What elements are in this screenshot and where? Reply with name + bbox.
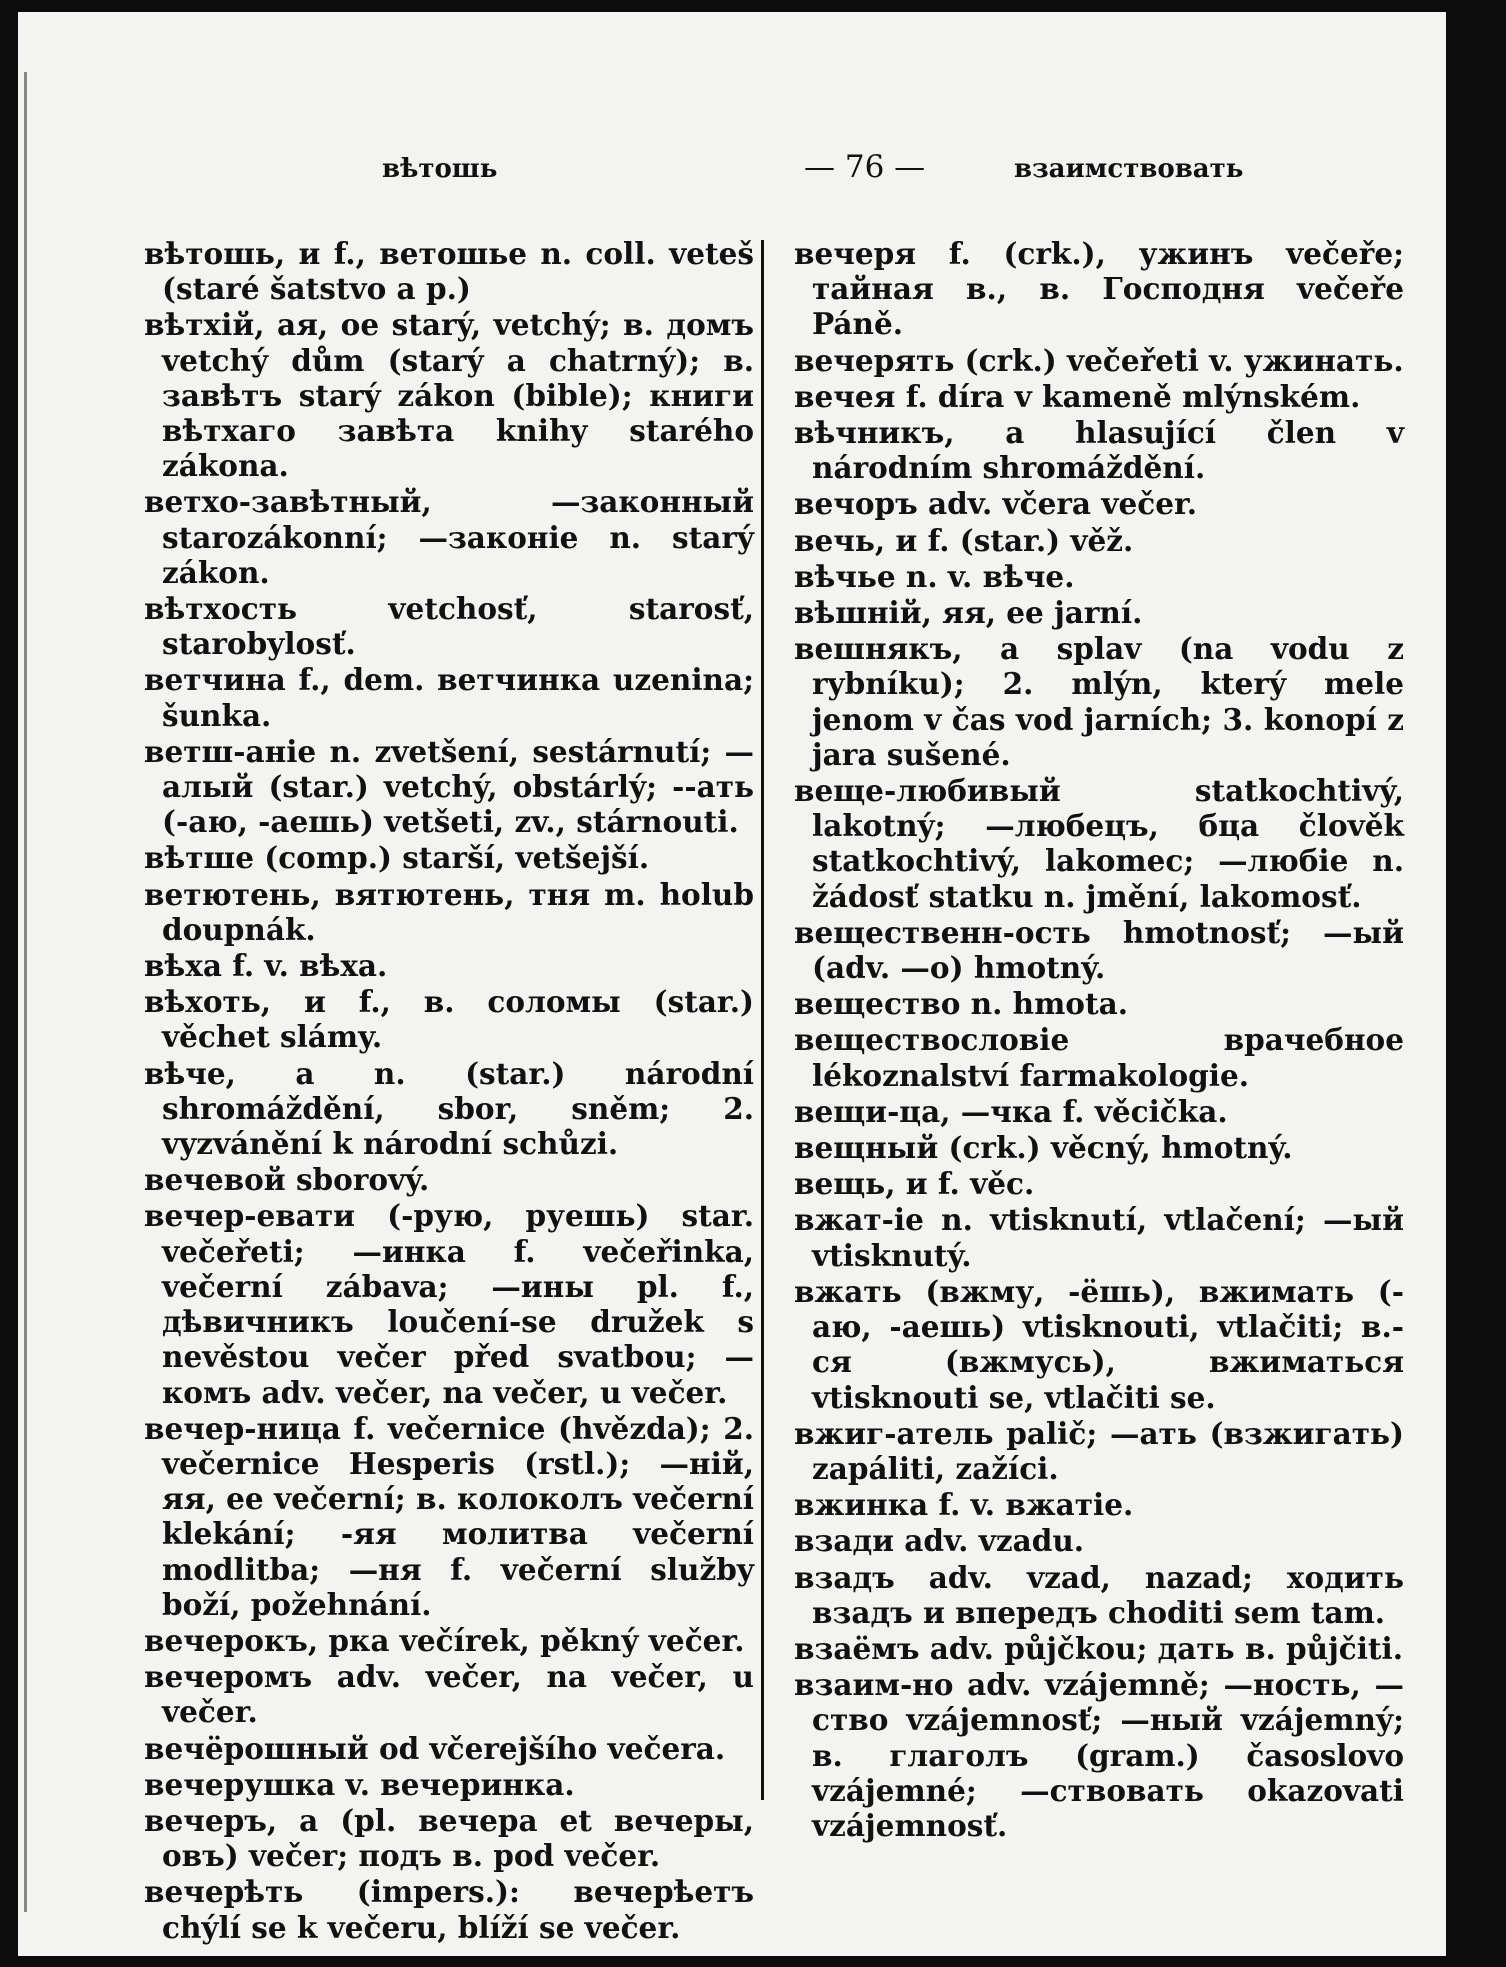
dictionary-entry: вечерокъ, рка večírek, pěkný večer.	[144, 1622, 745, 1658]
dictionary-entry: вѣче, а n. (star.) národní shromáždění, sbor, sněm; 2. vyzvánění k národní schůzi.	[144, 1055, 754, 1162]
dictionary-entry: вещественн-ость hmotnosť; —ый (adv. —о) hmotný.	[794, 914, 1404, 986]
dictionary-entry: вжиг-атель palič; —ать (взжигать) zapáliti, zažíci.	[794, 1415, 1404, 1486]
dictionary-entry: ветютень, вятютень, тня m. holub doupnák.	[144, 876, 754, 947]
dictionary-entry: вещество n. hmota.	[794, 986, 1128, 1022]
dictionary-entry: вѣтше (comp.) starší, vetšejší.	[144, 840, 650, 876]
dictionary-entry: вѣха f. v. вѣха.	[144, 948, 388, 984]
dictionary-entry: взадъ adv. vzad, nazad; ходить взадъ и впередъ choditi sem tam.	[794, 1559, 1404, 1630]
column-divider	[761, 240, 764, 1800]
dictionary-entry: взаёмъ adv. půjčkou; дать в. půjčiti.	[794, 1630, 1404, 1666]
dictionary-entry: вечеря f. (crk.), ужинъ večeře; тайная в., в. Господня večeře Páně.	[794, 236, 1404, 342]
header-right-word: взаимствовать	[1014, 154, 1244, 184]
dictionary-entry: вѣтхій, ая, ое starý, vetchý; в. домъ vetchý dům (starý a chatrný); в. завѣтъ starý zákon (bible); книги вѣтхаго завѣта knihy starého zákona.	[144, 307, 754, 484]
dictionary-entry: веществословіе врачебное lékoznalství farmakologie.	[794, 1022, 1404, 1093]
dictionary-entry: вѣшній, яя, ее jarní.	[794, 595, 1143, 631]
dictionary-entry: вѣхоть, и f., в. соломы (star.) věchet slámy.	[144, 984, 754, 1055]
header-left-word: вѣтошь	[382, 154, 498, 184]
dictionary-entry: вечерѣть (impers.): вечерѣетъ chýlí se k večeru, blíží se večer.	[144, 1874, 754, 1945]
dictionary-entry: вѣтошь, и f., ветошье n. coll. veteš (staré šatstvo a p.)	[144, 236, 754, 307]
dictionary-entry: вжинка f. v. вжатіе.	[794, 1487, 1134, 1523]
dictionary-entry: вечеръ, а (pl. вечера et вечеры, овъ) večer; подъ в. pod večer.	[144, 1802, 754, 1874]
dictionary-entry: вечевой sborový.	[144, 1162, 430, 1198]
dictionary-entry: вечоръ adv. včera večer.	[794, 486, 1198, 522]
dictionary-entry: вещь, и f. věc.	[794, 1166, 1035, 1202]
dictionary-entry: вѣчье n. v. вѣче.	[794, 558, 1075, 594]
dictionary-entry: вечея f. díra v kameně mlýnském.	[794, 378, 1361, 414]
dictionary-entry: веще-любивый statkochtivý, lakotný; —любецъ, бца člověk statkochtivý, lakomec; —любіе n. žádosť statku n. jmění, lakomosť.	[794, 773, 1404, 914]
page-edge-line	[24, 72, 27, 1912]
dictionary-entry: ветчина f., dem. ветчинка uzenina; šunka.	[144, 662, 754, 733]
dictionary-entry: ветхо-завѣтный, —законный starozákonní; —законіе n. starý zákon.	[144, 484, 754, 590]
right-column	[794, 236, 1404, 1844]
dictionary-entry: вешнякъ, а splav (na vodu z rybníku); 2. mlýn, který mele jenom v čas vod jarních; 3. konopí z jara sušené.	[794, 631, 1404, 772]
dictionary-entry: вещный (crk.) věcný, hmotný.	[794, 1130, 1293, 1166]
dictionary-entry: взади adv. vzadu.	[794, 1523, 1085, 1559]
page-number: — 76 —	[804, 149, 926, 185]
dictionary-entry: вечь, и f. (star.) věž.	[794, 522, 1134, 558]
dictionary-entry: взаим-но adv. vzájemně; —ность, —ство vzájemnosť; —ный vzájemný; в. глаголъ (gram.) časoslovo vzájemné; —ствовать okazovati vzájemnosť.	[794, 1667, 1404, 1843]
dictionary-entry: вечеромъ adv. večer, na večer, u večer.	[144, 1659, 754, 1730]
dictionary-entry: ветш-аніе n. zvetšení, sestárnutí; —алый (star.) vetchý, obstárlý; --ать (-аю, -аешь) vetšeti, zv., stárnouti.	[144, 733, 754, 840]
dictionary-entry: вечёрошный od včerejšího večera.	[144, 1730, 726, 1766]
dictionary-page	[18, 12, 1446, 1956]
dictionary-entry: вечер-ница f. večernice (hvězda); 2. večernice Hesperis (rstl.); —ній, яя, ее večerní; в. колоколъ večerní klekání; -яя молитва večerní modlitba; —ня f. večerní služby boží, požehnání.	[144, 1410, 754, 1622]
left-column	[144, 236, 754, 1946]
page-header	[118, 149, 1376, 194]
dictionary-entry: вечерять (crk.) večeřeti v. ужинать.	[794, 342, 1404, 378]
dictionary-entry: вѣтхость vetchosť, starosť, starobylosť.	[144, 591, 754, 662]
dictionary-entry: вещи-ца, —чка f. věcička.	[794, 1093, 1228, 1129]
dictionary-entry: вжат-іе n. vtisknutí, vtlačení; —ый vtisknutý.	[794, 1202, 1404, 1273]
dictionary-entry: вѣчникъ, а hlasující člen v národním shromáždění.	[794, 415, 1404, 486]
dictionary-entry: вжать (вжму, -ёшь), вжимать (-аю, -аешь) vtisknouti, vtlačiti; в.-ся (вжмусь), вжиматься vtisknouti se, vtlačiti se.	[794, 1273, 1404, 1415]
dictionary-entry: вечерушка v. вечеринка.	[144, 1766, 575, 1802]
dictionary-entry: вечер-евати (-рую, руешь) star. večeřeti; —инка f. večeřinka, večerní zábava; —ины pl. f., дѣвичникъ loučení-se družek s nevěstou večer před svatbou; —комъ adv. večer, na večer, u večer.	[144, 1198, 754, 1410]
